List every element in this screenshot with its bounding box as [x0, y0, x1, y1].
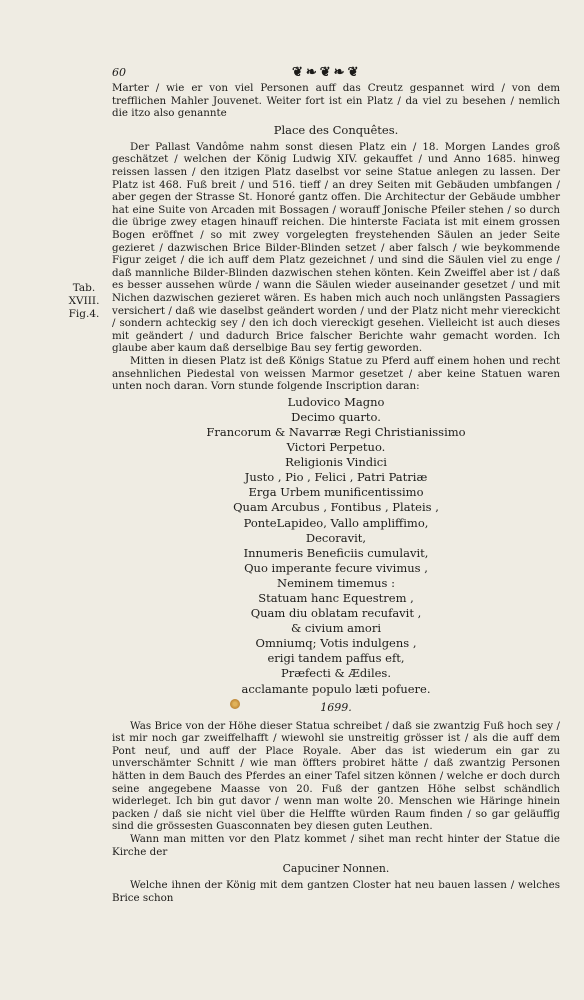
inscription-date: 1699.: [320, 700, 352, 714]
inscription-line: Victori Perpetuo.: [286, 440, 386, 455]
inscription-line: Religionis Vindici: [285, 455, 387, 470]
paragraph-2: Der Pallast Vandôme nahm sonst diesen Platz ein / 18. Morgen Landes groß geschätzet / welchen der König Ludwig XIV. gekauffet / und Anno 1685. hinweg reissen lassen / den itzigen Platz daselbst vor seine Statue anlegen zu lassen. Der Platz ist 468. Fuß breit / und 516. tieff / an drey Seiten mit Gebäuden umbfangen / aber gegen der Strasse St. Honoré gantz offen. Die Architectur der Gebäude umbher hat eine Suite von Arcaden mit Bossagen / worauff Jonische Pfeiler stehen / so durch die übrige zwey etagen hinauff reichen. Die hinterste Faciata ist mit einem grossen Bogen eröffnet / so mit zwey vorgelegten freystehenden Säulen an jeder Seite gezieret / dazwischen Brice Bilder-Blinden setzet / aber falsch / wie beykommende Figur zeiget / die ich auff dem Platz gezeichnet / und sind die Säulen viel zu enge / daß mannliche Bilder-Blinden dazwischen stehen könten. Kein Zweiffel aber ist / daß es besser aussehen würde / wann die Säulen wieder auseinander gesetzet / und mit Nichen dazwischen gezieret wären. Es haben mich auch noch unlängsten Passagiers versichert / daß wie daselbst geändert worden / und der Platz nicht mehr viereckicht / sondern achteckig sey / den ich doch viereckigt gesehen. Vielleicht ist auch dieses mit geändert / und dadurch Brice falscher Berichte wahr gemacht worden. Ich glaube aber kaum daß derselbige Bau sey fertig geworden.: [112, 140, 560, 355]
paragraph-6: Welche ihnen der König mit dem gantzen Closter hat neu bauen lassen / welches Brice schon: [112, 879, 560, 904]
page-body: [112, 82, 560, 904]
paragraph-1: Marter / wie er von viel Personen auff das Creutz gespannet wird / von dem trefflichen Mahler Jouvenet. Weiter fort ist ein Platz / da viel zu besehen / nemlich die itzo also genannte: [112, 82, 560, 120]
inscription-line: Quam diu oblatam recufavit ,: [250, 606, 422, 621]
inscription-line: Neminem timemus :: [277, 575, 395, 590]
heading-capuciner-nonnen: Capuciner Nonnen.: [282, 862, 390, 876]
inscription-line: erigi tandem paffus eft,: [267, 651, 405, 666]
paragraph-3: Mitten in diesen Platz ist deß Königs Statue zu Pferd auff einem hohen und recht ansehnlichen Piedestal von weissen Marmor gesetzet / aber keine Statuen waren unten noch daran. Vorn stunde folgende Inscription daran:: [112, 354, 560, 393]
inscription-line: Innumeris Beneficiis cumulavit,: [243, 545, 429, 560]
margin-note-number: XVIII.: [68, 295, 100, 307]
inscription-line: Justo , Pio , Felici , Patri Patriæ: [244, 470, 428, 485]
inscription-line: Omniumq; Votis indulgens ,: [255, 636, 417, 651]
paragraph-5: Wann man mitten vor den Platz kommet / sihet man recht hinter der Statue die Kirche der: [112, 832, 560, 858]
inscription-line: Statuam hanc Equestrem ,: [258, 590, 414, 605]
inscription-line: & civium amori: [290, 621, 381, 636]
margin-note-figure: Fig.4.: [68, 308, 100, 320]
heading-place-des-conquetes: Place des Conquêtes.: [273, 122, 399, 137]
page-number: 60: [112, 66, 126, 79]
inscription-line: Decoravit,: [305, 530, 367, 545]
margin-note: [64, 282, 104, 321]
paragraph-4: Was Brice von der Höhe dieser Statua schreibet / daß sie zwantzig Fuß hoch sey / ist mir noch gar zweiffelhafft / wiewohl sie unstreitig grösser ist / als die auff dem Pont neuf, und auff der Place Royale. Aber das ist wiederum ein gar zu unverschämter Schnitt / wie man öffters probiret hätte / daß zwantzig Personen hätten in dem Bauch des Pferdes an einer Tafel sitzen können / welche er doch durch seine angegebene Maasse von 20. Fuß der gantzen Höhe selbst schändlich widerleget. Ich bin gut davor / wenn man wolte 20. Menschen wie Häringe hinein packen / daß sie nicht viel über die Helffte würden Raum finden / so gar geläuffig sind die grössesten Guasconnaten bey diesen guten Leuthen.: [112, 719, 560, 833]
inscription-date-row: [112, 701, 560, 714]
inscription-line: Quam Arcubus , Fontibus , Plateis ,: [233, 500, 439, 515]
inscription-line: Quo imperante fecure vivimus ,: [244, 560, 428, 575]
inscription-line: acclamante populo læti pofuere.: [241, 681, 431, 696]
header-ornament-icon: ❦❧❦❧❦: [292, 65, 362, 80]
page-header: [112, 66, 552, 82]
inscription-line: PonteLapideo, Vallo ampliffimo,: [243, 515, 429, 530]
rosette-ornament-icon: [230, 699, 240, 709]
inscription: [112, 395, 560, 697]
inscription-line: Præfecti & Ædiles.: [281, 666, 391, 681]
margin-note-tab: Tab.: [72, 282, 96, 294]
inscription-line: Ludovico Magno: [287, 394, 385, 409]
inscription-line: Decimo quarto.: [291, 409, 381, 424]
inscription-line: Francorum & Navarræ Regi Christianissimo: [206, 424, 466, 439]
inscription-line: Erga Urbem munificentissimo: [248, 485, 424, 500]
